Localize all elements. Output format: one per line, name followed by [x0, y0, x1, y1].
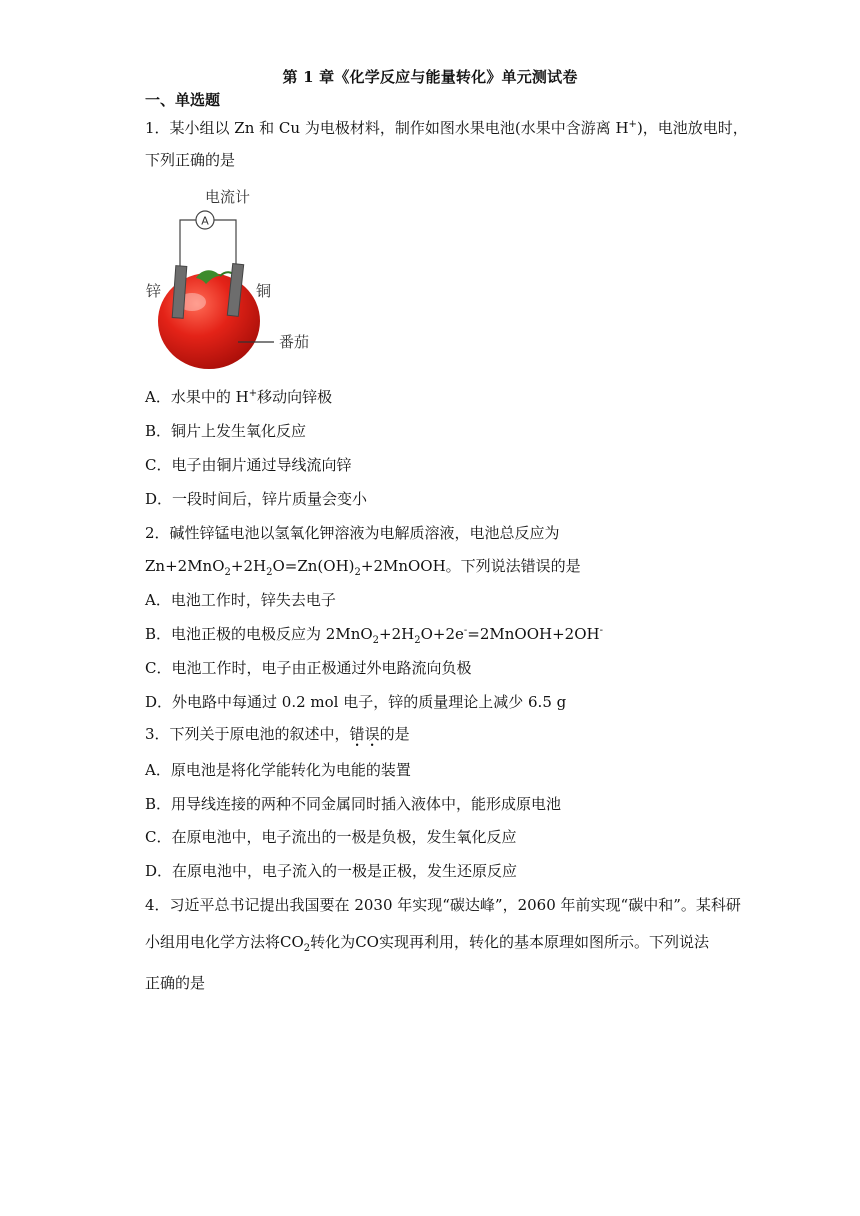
q1-stem-line1: 1．某小组以 Zn 和 Cu 为电极材料，制作如图水果电池(水果中含游离 H+)，电池放电时， [145, 119, 748, 137]
tomato-image [158, 273, 260, 369]
q2-stem-line1: 2．碱性锌锰电池以氢氧化钾溶液为电解质溶液，电池总反应为 [145, 524, 560, 542]
zinc-label: 锌 [146, 282, 162, 300]
tomato-label: 番茄 [279, 333, 310, 351]
q3-option-b: B．用导线连接的两种不同金属同时插入液体中，能形成原电池 [145, 795, 562, 813]
q1-option-c: C．电子由铜片通过导线流向锌 [145, 456, 352, 474]
q3-option-a: A．原电池是将化学能转化为电能的装置 [145, 761, 411, 779]
q4-stem-line3: 正确的是 [145, 974, 206, 992]
q2-option-b: B．电池正极的电极反应为 $2MnO_2+2H_2O+2e^-=2MnOOH+2OH^-$ [145, 625, 603, 646]
q1-stem-line2: 下列正确的是 [145, 151, 236, 169]
q4-stem-line2: 小组用电化学方法将$CO_2$转化为CO实现再利用，转化的基本原理如图所示。下列说法 [145, 933, 709, 954]
q2-option-d: D．外电路中每通过 0.2 mol 电子，锌的质量理论上减少 6.5 g [145, 693, 567, 711]
q4-stem-line1: 4．习近平总书记提出我国要在 2030 年实现“碳达峰”，2060 年前实现“碳中和”。某科研 [145, 896, 741, 914]
page-title: 第 1 章《化学反应与能量转化》单元测试卷 [282, 68, 578, 86]
q2-option-c: C．电池工作时，电子由正极通过外电路流向负极 [145, 659, 472, 677]
copper-label: 铜 [256, 282, 272, 300]
fruit-battery-figure [140, 184, 320, 374]
ammeter-symbol: A [201, 214, 209, 228]
emphasis-mark: 错 • [349, 725, 365, 750]
q1-option-b: B．铜片上发生氧化反应 [145, 422, 307, 440]
q2-option-a: A．电池工作时，锌失去电子 [145, 591, 336, 609]
emphasis-mark: 误 • [364, 725, 380, 750]
section-heading: 一、单选题 [145, 91, 221, 109]
q3-option-c: C．在原电池中，电子流出的一极是负极，发生氧化反应 [145, 828, 517, 846]
q1-option-d: D．一段时间后，锌片质量会变小 [145, 490, 368, 508]
q3-stem: 3．下列关于原电池的叙述中，错 • 误 • 的是 [145, 725, 410, 750]
q1-option-a: A．水果中的 H+移动向锌极 [145, 388, 333, 406]
ammeter-label: 电流计 [205, 188, 251, 206]
q2-equation: $Zn+2MnO_2+2H_2O=Zn(OH)_2+2MnOOH$。下列说法错误的是 [145, 557, 581, 578]
q3-option-d: D．在原电池中，电子流入的一极是正极，发生还原反应 [145, 862, 518, 880]
